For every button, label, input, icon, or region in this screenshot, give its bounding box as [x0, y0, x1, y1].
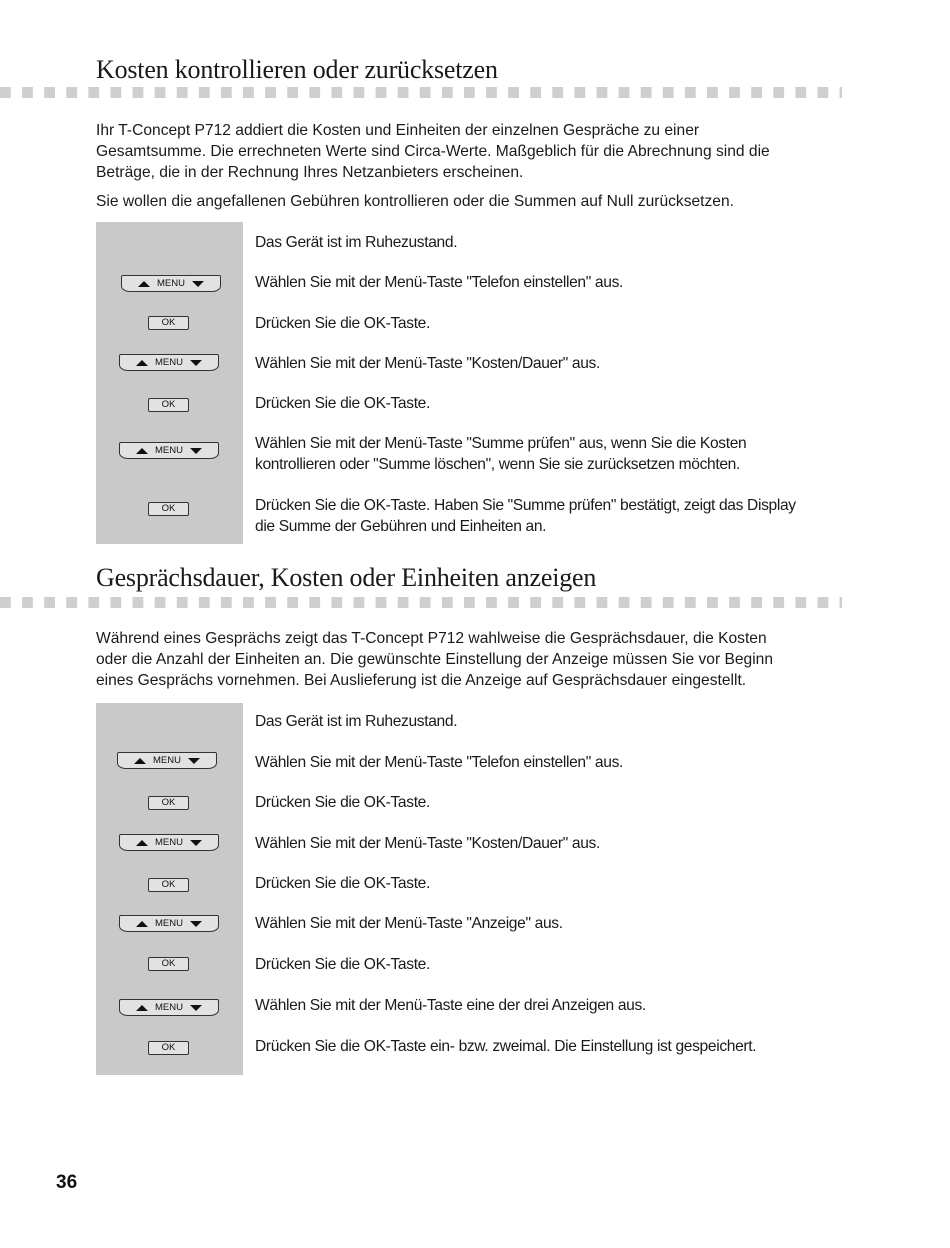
step-text: Drücken Sie die OK-Taste.: [255, 315, 430, 332]
step-text: Drücken Sie die OK-Taste ein- bzw. zweimal. Die Einstellung ist gespeichert.: [255, 1038, 757, 1055]
arrow-up-icon: [138, 281, 150, 287]
ok-key: OK: [148, 796, 189, 810]
arrow-down-icon: [190, 448, 202, 454]
ok-key: OK: [148, 502, 189, 516]
section1-title: Kosten kontrollieren oder zurücksetzen: [96, 55, 498, 84]
menu-key-label: MENU: [155, 445, 183, 456]
menu-key: [119, 442, 219, 459]
menu-key: [119, 915, 219, 932]
section1-intro: [96, 120, 856, 183]
arrow-up-icon: [136, 921, 148, 927]
menu-key: [119, 834, 219, 851]
step-text: Wählen Sie mit der Menü-Taste "Telefon einstellen" aus.: [255, 754, 623, 771]
step-text: Wählen Sie mit der Menü-Taste "Telefon einstellen" aus.: [255, 274, 623, 291]
menu-key-label: MENU: [155, 357, 183, 368]
step-text: Wählen Sie mit der Menü-Taste "Summe prüfen" aus, wenn Sie die Kosten kontrollieren oder "Summe löschen", wenn Sie sie zurücksetzen möchten.: [255, 435, 747, 473]
arrow-up-icon: [136, 840, 148, 846]
menu-key-label: MENU: [153, 755, 181, 766]
step-text: Wählen Sie mit der Menü-Taste "Anzeige" aus.: [255, 915, 563, 932]
step-text: Wählen Sie mit der Menü-Taste "Kosten/Dauer" aus.: [255, 835, 600, 852]
section1-key-panel: [96, 222, 243, 544]
section2-title: Gesprächsdauer, Kosten oder Einheiten anzeigen: [96, 563, 597, 592]
arrow-up-icon: [136, 360, 148, 366]
ok-key: OK: [148, 316, 189, 330]
menu-key: [119, 999, 219, 1016]
step-text: Wählen Sie mit der Menü-Taste "Kosten/Dauer" aus.: [255, 355, 600, 372]
intro-line: Gesamtsumme. Die errechneten Werte sind Circa-Werte. Maßgeblich für die Abrechnung sind die: [96, 143, 770, 160]
step-text: Das Gerät ist im Ruhezustand.: [255, 713, 458, 730]
intro-line: eines Gesprächs vornehmen. Bei Auslieferung ist die Anzeige auf Gesprächsdauer eingestellt.: [96, 672, 747, 689]
arrow-down-icon: [190, 360, 202, 366]
intro-line: oder die Anzahl der Einheiten an. Die gewünschte Einstellung der Anzeige müssen Sie vor Beginn: [96, 651, 774, 668]
step-text: Wählen Sie mit der Menü-Taste eine der drei Anzeigen aus.: [255, 997, 646, 1014]
section2-dotted-rule: [0, 597, 842, 608]
ok-key: OK: [148, 957, 189, 971]
section2-intro: [96, 628, 856, 691]
ok-key: OK: [148, 398, 189, 412]
step-text: Drücken Sie die OK-Taste.: [255, 875, 430, 892]
page-number: 36: [56, 1172, 78, 1193]
step-text: Drücken Sie die OK-Taste. Haben Sie "Summe prüfen" bestätigt, zeigt das Display die Summe der Gebühren und Einheiten an.: [255, 497, 796, 535]
step-text: Drücken Sie die OK-Taste.: [255, 794, 430, 811]
arrow-down-icon: [190, 1005, 202, 1011]
step-text: Drücken Sie die OK-Taste.: [255, 956, 430, 973]
arrow-down-icon: [192, 281, 204, 287]
step-text: Drücken Sie die OK-Taste.: [255, 395, 430, 412]
intro-line: Beträge, die in der Rechnung Ihres Netzanbieters erscheinen.: [96, 164, 524, 181]
intro-line: Während eines Gesprächs zeigt das T-Concept P712 wahlweise die Gesprächsdauer, die Kosten: [96, 630, 767, 647]
menu-key-label: MENU: [155, 837, 183, 848]
arrow-up-icon: [134, 758, 146, 764]
ok-key: OK: [148, 1041, 189, 1055]
menu-key-label: MENU: [155, 918, 183, 929]
section1-dotted-rule: [0, 87, 842, 98]
menu-key: [119, 354, 219, 371]
arrow-down-icon: [190, 921, 202, 927]
ok-key: OK: [148, 878, 189, 892]
intro-line: Ihr T-Concept P712 addiert die Kosten und Einheiten der einzelnen Gespräche zu einer: [96, 122, 700, 139]
arrow-down-icon: [188, 758, 200, 764]
menu-key-label: MENU: [155, 1002, 183, 1013]
arrow-down-icon: [190, 840, 202, 846]
menu-key-label: MENU: [157, 278, 185, 289]
menu-key: [121, 275, 221, 292]
section1-intro2: Sie wollen die angefallenen Gebühren kontrollieren oder die Summen auf Null zurücksetzen.: [96, 193, 734, 210]
arrow-up-icon: [136, 448, 148, 454]
arrow-up-icon: [136, 1005, 148, 1011]
menu-key: [117, 752, 217, 769]
step-text: Das Gerät ist im Ruhezustand.: [255, 234, 458, 251]
